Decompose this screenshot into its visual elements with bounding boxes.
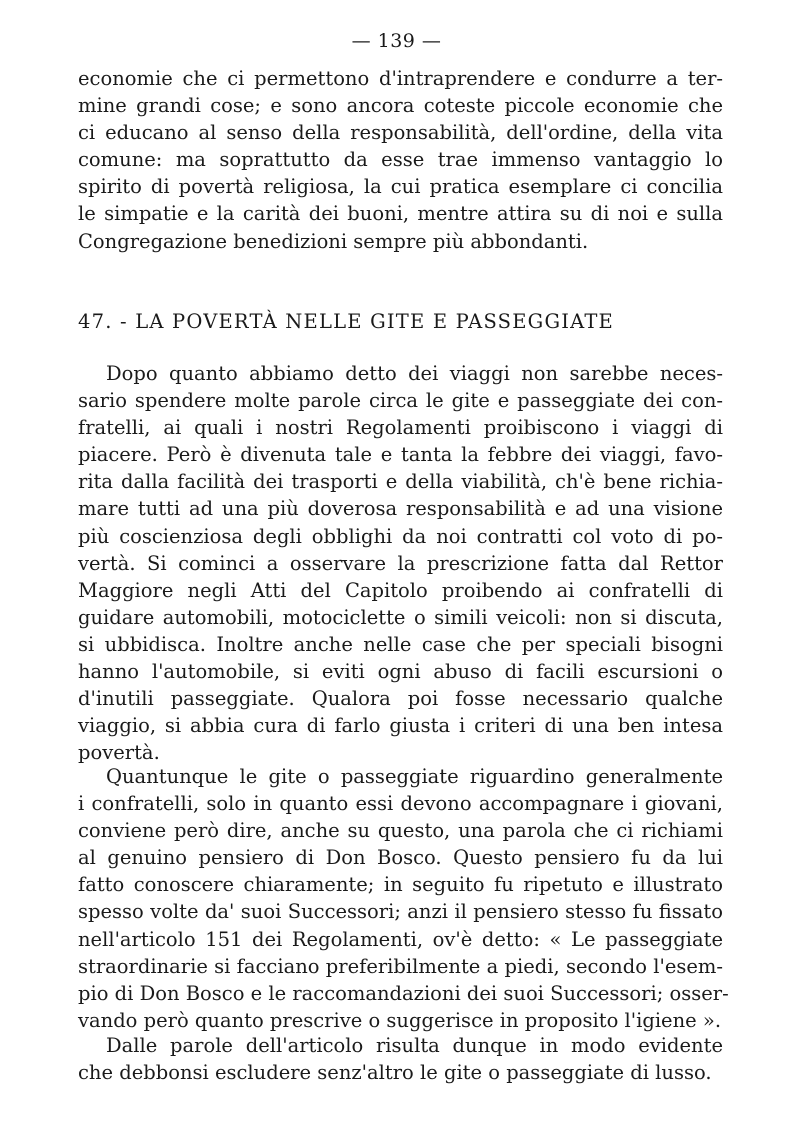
paragraph-2 — [78, 360, 723, 766]
text-line: fratelli, ai quali i nostri Regolamenti proibiscono i viaggi di — [78, 416, 723, 440]
text-line: Dalle parole dell'articolo risulta dunque in modo evidente — [106, 1034, 723, 1057]
text-line: piacere. Però è divenuta tale e tanta la febbre dei viaggi, favo- — [78, 443, 723, 467]
text-line: più coscienziosa degli obblighi da noi contratti col voto di po- — [78, 524, 723, 548]
text-line: si ubbidisca. Inoltre anche nelle case che per speciali bisogni — [78, 632, 723, 656]
text-line: sario spendere molte parole circa le gite e passeggiate dei con- — [78, 389, 723, 413]
text-line: pio di Don Bosco e le raccomandazioni dei suoi Successori; osser- — [78, 981, 729, 1005]
section-heading: 47. - LA POVERTÀ NELLE GITE E PASSEGGIATE — [78, 310, 614, 333]
paragraph-3 — [78, 763, 729, 1034]
text-line: d'inutili passeggiate. Qualora poi fosse necessario qualche — [78, 687, 723, 711]
text-line: spesso volte da' suoi Successori; anzi il pensiero stesso fu fissato — [78, 900, 723, 924]
text-line: viaggio, si abbia cura di farlo giusta i criteri di una ben intesa — [78, 714, 723, 738]
text-line: straordinarie si facciano preferibilmente a piedi, secondo l'esem- — [78, 954, 723, 978]
paragraph-4 — [78, 1032, 723, 1086]
text-line: hanno l'automobile, si eviti ogni abuso di facili escursioni o — [78, 660, 723, 684]
text-line: fatto conoscere chiaramente; in seguito fu ripetuto e illustrato — [78, 873, 723, 897]
text-line: rita dalla facilità dei trasporti e della viabilità, ch'è bene richia- — [78, 470, 723, 494]
text-line: conviene però dire, anche su questo, una parola che ci richiami — [78, 819, 723, 843]
text-line: povertà. — [78, 741, 160, 765]
text-line: vando però quanto prescrive o suggerisce in proposito l'igiene ». — [78, 1008, 722, 1032]
text-line: Maggiore negli Atti del Capitolo proibendo ai confratelli di — [78, 578, 723, 602]
text-line: nell'articolo 151 dei Regolamenti, ov'è detto: « Le passeggiate — [78, 927, 723, 951]
text-line: al genuino pensiero di Don Bosco. Questo pensiero fu da lui — [78, 846, 723, 870]
text-line: mine grandi cose; e sono ancora coteste piccole economie che — [78, 94, 723, 118]
text-line: comune: ma soprattutto da esse trae immenso vantaggio lo — [78, 148, 723, 172]
text-line: economie che ci permettono d'intraprendere e condurre a ter- — [78, 67, 723, 90]
text-line: che debbonsi escludere senz'altro le gite o passeggiate di lusso. — [78, 1061, 712, 1085]
text-line: Dopo quanto abbiamo detto dei viaggi non sarebbe neces- — [106, 362, 723, 385]
text-line: spirito di povertà religiosa, la cui pratica esemplare ci concilia — [78, 175, 723, 199]
text-line: le simpatie e la carità dei buoni, mentre attira su di noi e sulla — [78, 202, 723, 226]
text-line: Congregazione benedizioni sempre più abbondanti. — [78, 229, 589, 253]
text-line: mare tutti ad una più doverosa responsabilità e ad una visione — [78, 497, 723, 521]
text-line: Quantunque le gite o passeggiate riguardino generalmente — [106, 765, 723, 788]
text-line: i confratelli, solo in quanto essi devono accompagnare i giovani, — [78, 792, 723, 816]
paragraph-1 — [78, 65, 723, 255]
text-line: guidare automobili, motociclette o simili veicoli: non si discuta, — [78, 605, 723, 629]
text-line: vertà. Si cominci a osservare la prescrizione fatta dal Rettor — [78, 551, 723, 575]
page-number: — 139 — — [351, 30, 442, 52]
text-line: ci educano al senso della responsabilità, dell'ordine, della vita — [78, 121, 723, 145]
